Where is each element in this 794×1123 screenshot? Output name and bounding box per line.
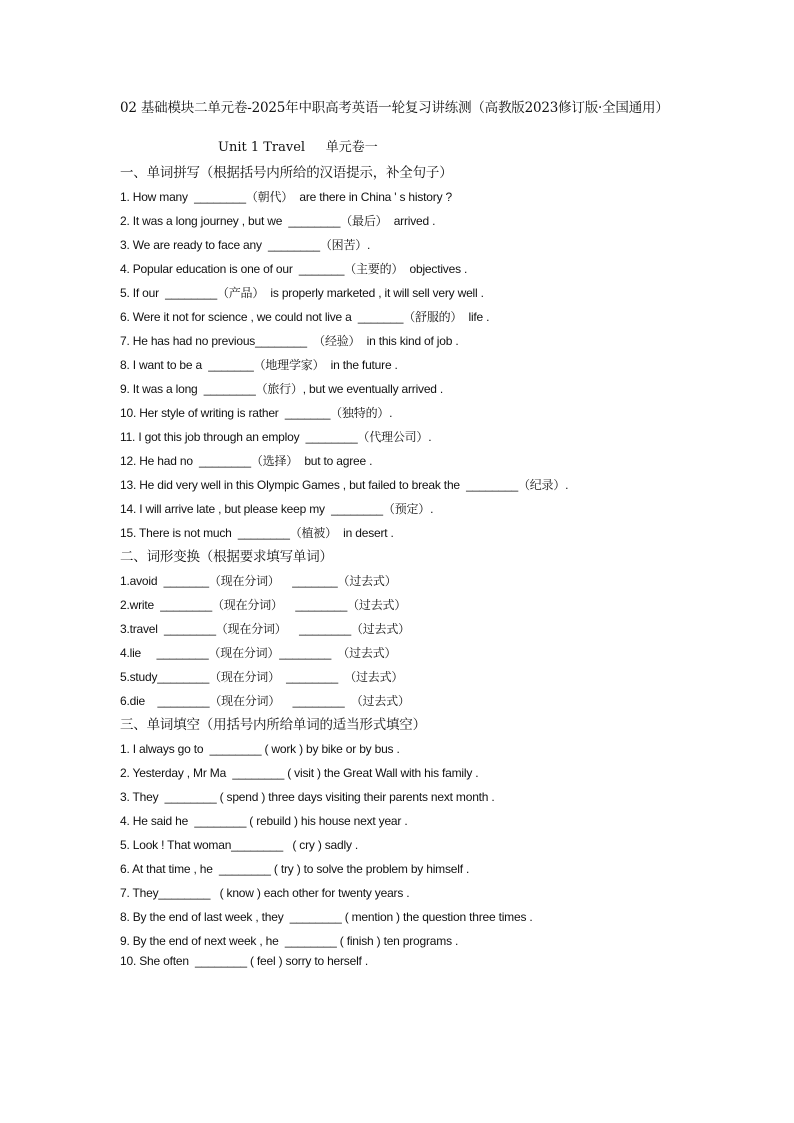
section-2-item: 5.study________（现在分词） ________ （过去式）: [120, 670, 404, 684]
section-3-item: 6. At that time , he ________ ( try ) to solve the problem by himself .: [120, 862, 470, 876]
document-title: 02 基础模块二单元卷-2025年中职高考英语一轮复习讲练测（高教版2023修订版·全国通用）: [120, 100, 669, 116]
section-1-item: 7. He has had no previous________ （经验） in this kind of job .: [120, 334, 459, 348]
section-3-item: 5. Look ! That woman________ ( cry ) sadly .: [120, 838, 359, 852]
section-2-item: 1.avoid _______（现在分词） _______（过去式）: [120, 574, 397, 588]
section-3-item: 1. I always go to ________ ( work ) by bike or by bus .: [120, 742, 400, 756]
section-2-item: 4.lie ________（现在分词）________ （过去式）: [120, 646, 397, 660]
section-1-item: 1. How many ________（朝代） are there in China ' s history ?: [120, 190, 452, 204]
section-1-item: 13. He did very well in this Olympic Games , but failed to break the ________（纪录）.: [120, 478, 569, 492]
section-3-item: 8. By the end of last week , they ________ ( mention ) the question three times .: [120, 910, 533, 924]
section-3-item: 3. They ________ ( spend ) three days visiting their parents next month .: [120, 790, 495, 804]
section-1-item: 5. If our ________（产品） is properly marketed , it will sell very well .: [120, 286, 484, 300]
section-1-item: 11. I got this job through an employ ________（代理公司）.: [120, 430, 432, 444]
section-1-item: 14. I will arrive late , but please keep my ________（预定）.: [120, 502, 434, 516]
section-2-item: 2.write ________（现在分词） ________（过去式）: [120, 598, 407, 612]
unit-title: Unit 1 Travel 单元卷一: [218, 140, 378, 155]
section-1-item: 6. Were it not for science , we could not live a _______（舒服的） life .: [120, 310, 490, 324]
section-3-item: 9. By the end of next week , he ________ ( finish ) ten programs .: [120, 934, 459, 948]
section-2-heading: 二、词形变换（根据要求填写单词）: [120, 549, 333, 565]
section-3-item: 4. He said he ________ ( rebuild ) his house next year .: [120, 814, 408, 828]
section-1-item: 9. It was a long ________（旅行）, but we eventually arrived .: [120, 382, 444, 396]
section-1-item: 10. Her style of writing is rather _______（独特的）.: [120, 406, 393, 420]
section-3-item: 7. They________ ( know ) each other for twenty years .: [120, 886, 410, 900]
section-1-item: 8. I want to be a _______（地理学家） in the future .: [120, 358, 398, 372]
section-1-item: 2. It was a long journey , but we ________（最后） arrived .: [120, 214, 436, 228]
section-2-item: 3.travel ________（现在分词） ________（过去式）: [120, 622, 410, 636]
section-1-item: 3. We are ready to face any ________（困苦）.: [120, 238, 371, 252]
section-3-heading: 三、单词填空（用括号内所给单词的适当形式填空）: [120, 717, 426, 733]
section-3-item: 2. Yesterday , Mr Ma ________ ( visit ) the Great Wall with his family .: [120, 766, 479, 780]
section-1-heading: 一、单词拼写（根据括号内所给的汉语提示，补全句子）: [120, 165, 453, 181]
section-3-item: 10. She often ________ ( feel ) sorry to herself .: [120, 954, 368, 968]
section-1-item: 12. He had no ________（选择） but to agree .: [120, 454, 373, 468]
section-1-item: 4. Popular education is one of our _______（主要的） objectives .: [120, 262, 468, 276]
section-2-item: 6.die ________（现在分词） ________ （过去式）: [120, 694, 410, 708]
section-1-item: 15. There is not much ________（植被） in desert .: [120, 526, 394, 540]
